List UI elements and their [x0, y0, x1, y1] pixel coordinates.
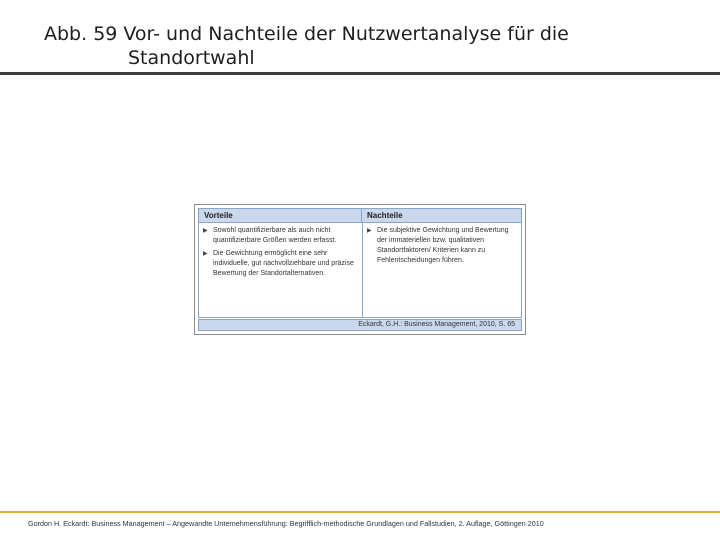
list-item [203, 226, 357, 246]
list-item [203, 249, 357, 279]
advantages-header: Vorteile [199, 209, 362, 223]
disadvantage-text: Die subjektive Gewichtung und Bewertung der immateriellen bzw. qualitativen Standortfaktoren/ Kriterien kann zu Fehlentscheidungen führen. [377, 227, 509, 264]
slide-title-line-1: Abb. 59 Vor- und Nachteile der Nutzwertanalyse für die [44, 23, 569, 45]
advantage-text: Die Gewichtung ermöglicht eine sehr individuelle, gut nachvollziehbare und präzise Bewertung der Standortalternativen. [213, 250, 354, 277]
list-item [367, 226, 517, 266]
triangle-right-icon: ▶ [367, 228, 372, 234]
footer-divider [0, 511, 720, 513]
slide-title [44, 22, 684, 70]
pros-cons-table [198, 208, 522, 318]
footer-citation: Gordon H. Eckardt: Business Management – Angewandte Unternehmensführung: Begrifflich-methodische Grundlagen und Fallstudien, 2. Auflage, Göttingen 2010 [28, 519, 544, 528]
pros-cons-figure [194, 204, 526, 335]
triangle-right-icon: ▶ [203, 251, 208, 257]
advantages-list [203, 226, 357, 282]
disadvantages-list [367, 226, 517, 269]
slide-title-line-2: Standortwahl [128, 47, 255, 69]
figure-source: Eckardt, G.H.: Business Management, 2010, S. 65 [198, 319, 522, 331]
column-divider [362, 223, 363, 317]
title-divider [0, 72, 720, 75]
triangle-right-icon: ▶ [203, 228, 208, 234]
disadvantages-header: Nachteile [362, 209, 521, 223]
advantage-text: Sowohl quantifizierbare als auch nicht quantifizierbare Größen werden erfasst. [213, 227, 337, 244]
